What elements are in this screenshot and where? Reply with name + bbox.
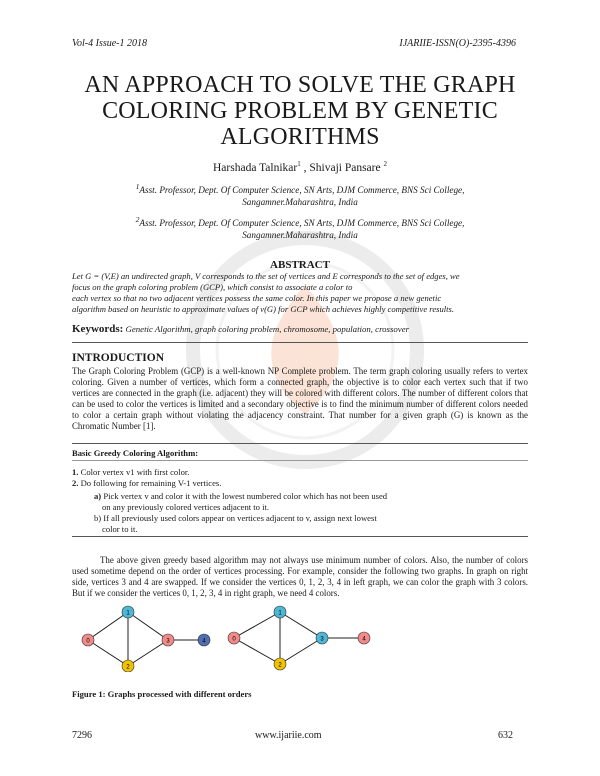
edge-2-3 — [280, 638, 322, 664]
graph-node — [228, 632, 240, 644]
footer-paper-id: 7296 — [72, 730, 92, 741]
affiliation-2-line-2: Sangamner.Maharashtra, India — [242, 230, 358, 241]
paragraph-text: The above given greedy based algorithm may not always use minimum number of colors. Also, the number of colors used sometime depend on the order of vertices processing. For example, consider the following two graphs. In graph on right side, vertices 3 and 4 are swapped. If we consider the vertices 0, 1, 2, 3, 4 in left graph, we can color the graph with 3 colors. But if we consider the vertices 0, 1, 2, 3, 4 in right graph, we need 4 colors. — [72, 555, 528, 598]
abstract-heading: ABSTRACT — [270, 259, 330, 271]
graph-node — [162, 634, 174, 646]
abstract-line: each vertex so that no two adjacent vertices possess the same color. In this paper we propose a new genetic — [72, 293, 442, 303]
graph-node — [82, 634, 94, 646]
node-label: 3 — [320, 636, 324, 643]
title-line-3: ALGORITHMS — [220, 124, 380, 150]
right-graph — [222, 602, 382, 672]
paragraph-greedy-discussion — [72, 555, 528, 599]
substep-a-label: a) — [94, 491, 102, 501]
keywords-label: Keywords: — [72, 323, 124, 335]
author-separator: , — [300, 161, 310, 174]
algorithm-substep-a — [94, 491, 387, 502]
algorithm-step-2 — [72, 478, 221, 489]
keywords — [72, 323, 532, 335]
left-graph — [72, 602, 222, 672]
affiliation-2-sup: 2 — [135, 215, 140, 224]
edge-0-2 — [234, 638, 280, 664]
substep-a-line-2: on any previously colored vertices adjacent to it. — [102, 502, 270, 512]
edge-1-3 — [128, 612, 168, 640]
abstract-line: Let G = (V,E) an undirected graph, V corresponds to the set of vertices and E corresponds to the set of edges, we — [72, 271, 460, 281]
step-2-number: 2. — [72, 478, 79, 488]
node-label: 4 — [362, 636, 366, 643]
affiliation-1-line-2: Sangamner.Maharashtra, India — [242, 197, 358, 208]
author-list — [60, 160, 540, 174]
node-label: 0 — [86, 638, 90, 645]
substep-a-line-1: Pick vertex v and color it with the lowest numbered color which has not been used — [101, 491, 388, 501]
graph-node — [274, 606, 286, 618]
algorithm-heading-rule — [72, 460, 528, 461]
node-label: 1 — [126, 610, 130, 617]
journal-issn: IJARIIE-ISSN(O)-2395-4396 — [399, 38, 516, 49]
graph-node — [122, 606, 134, 618]
node-label: 2 — [126, 664, 130, 671]
graph-node — [198, 634, 210, 646]
affiliation-1-sup: 1 — [135, 182, 140, 191]
affiliation-2 — [90, 214, 510, 241]
edge-0-1 — [234, 612, 280, 638]
algorithm-box-bottom-rule — [72, 536, 528, 537]
algorithm-step-1 — [72, 467, 189, 478]
author-1: Harshada Talnikar — [213, 161, 298, 174]
keywords-text: Genetic Algorithm, graph coloring problem, chromosome, population, crossover — [123, 324, 410, 334]
footer-website[interactable]: www.ijariie.com — [255, 730, 322, 741]
figure-caption: Figure 1: Graphs processed with different orders — [72, 689, 252, 699]
introduction-heading: INTRODUCTION — [72, 352, 165, 364]
edge-0-1 — [88, 612, 128, 640]
journal-volume: Vol-4 Issue-1 2018 — [72, 38, 147, 49]
algorithm-heading: Basic Greedy Coloring Algorithm: — [72, 448, 199, 458]
affiliation-1-line-1: Asst. Professor, Dept. Of Computer Science, SN Arts, DJM Commerce, BNS Sci College, — [139, 185, 465, 196]
footer-page-number: 632 — [498, 730, 513, 741]
affiliation-2-line-1: Asst. Professor, Dept. Of Computer Science, SN Arts, DJM Commerce, BNS Sci College, — [139, 218, 465, 229]
graph-node — [358, 632, 370, 644]
affiliation-1 — [90, 181, 510, 208]
edge-0-2 — [88, 640, 128, 666]
author-2-sup: 2 — [383, 160, 387, 168]
introduction-text: The Graph Coloring Problem (GCP) is a well-known NP Complete problem. The term graph coloring usually refers to vertex coloring. Given a number of vertices, which form a connected graph, the objective is to color each vertex such that if two vertices are connected in the graph (i.e. adjacent) they will be colored with different colors. The number of different colors that can be used to color the vertices is limited and a secondary objective is to find the minimum number of different colors needed to color a certain graph without violating the adjacency constraint. That number for a given graph (G) is known as the Chromatic Number [1]. — [72, 366, 528, 431]
title-line-2: COLORING PROBLEM BY GENETIC — [102, 98, 498, 124]
author-2: Shivaji Pansare — [309, 161, 381, 174]
paper-title — [60, 72, 540, 150]
title-line-1: AN APPROACH TO SOLVE THE GRAPH — [84, 72, 516, 98]
substep-b-line-1: b) If all previously used colors appear on vertices adjacent to v, assign next lowest — [94, 513, 377, 523]
author-1-sup: 1 — [297, 160, 301, 168]
edge-2-3 — [128, 640, 168, 666]
node-label: 2 — [278, 662, 282, 669]
node-label: 0 — [232, 636, 236, 643]
step-1-number: 1. — [72, 467, 79, 477]
graph-node — [122, 660, 134, 672]
step-2-text: Do following for remaining V-1 vertices. — [78, 478, 222, 488]
section-divider — [72, 342, 528, 343]
node-label: 1 — [278, 610, 282, 617]
edge-1-3 — [280, 612, 322, 638]
substep-b-line-2: color to it. — [102, 524, 138, 534]
node-label: 4 — [202, 638, 206, 645]
node-label: 3 — [166, 638, 170, 645]
abstract-line: focus on the graph coloring problem (GCP), which consist to associate a color to — [72, 282, 353, 292]
abstract-text — [72, 271, 528, 315]
abstract-line: algorithm based on heuristic to approximate values of v(G) for GCP which achieves highly competitive results. — [72, 304, 455, 314]
graph-node — [274, 658, 286, 670]
step-1-text: Color vertex v1 with first color. — [78, 467, 190, 477]
algorithm-box-top-rule — [72, 443, 528, 444]
graph-node — [316, 632, 328, 644]
